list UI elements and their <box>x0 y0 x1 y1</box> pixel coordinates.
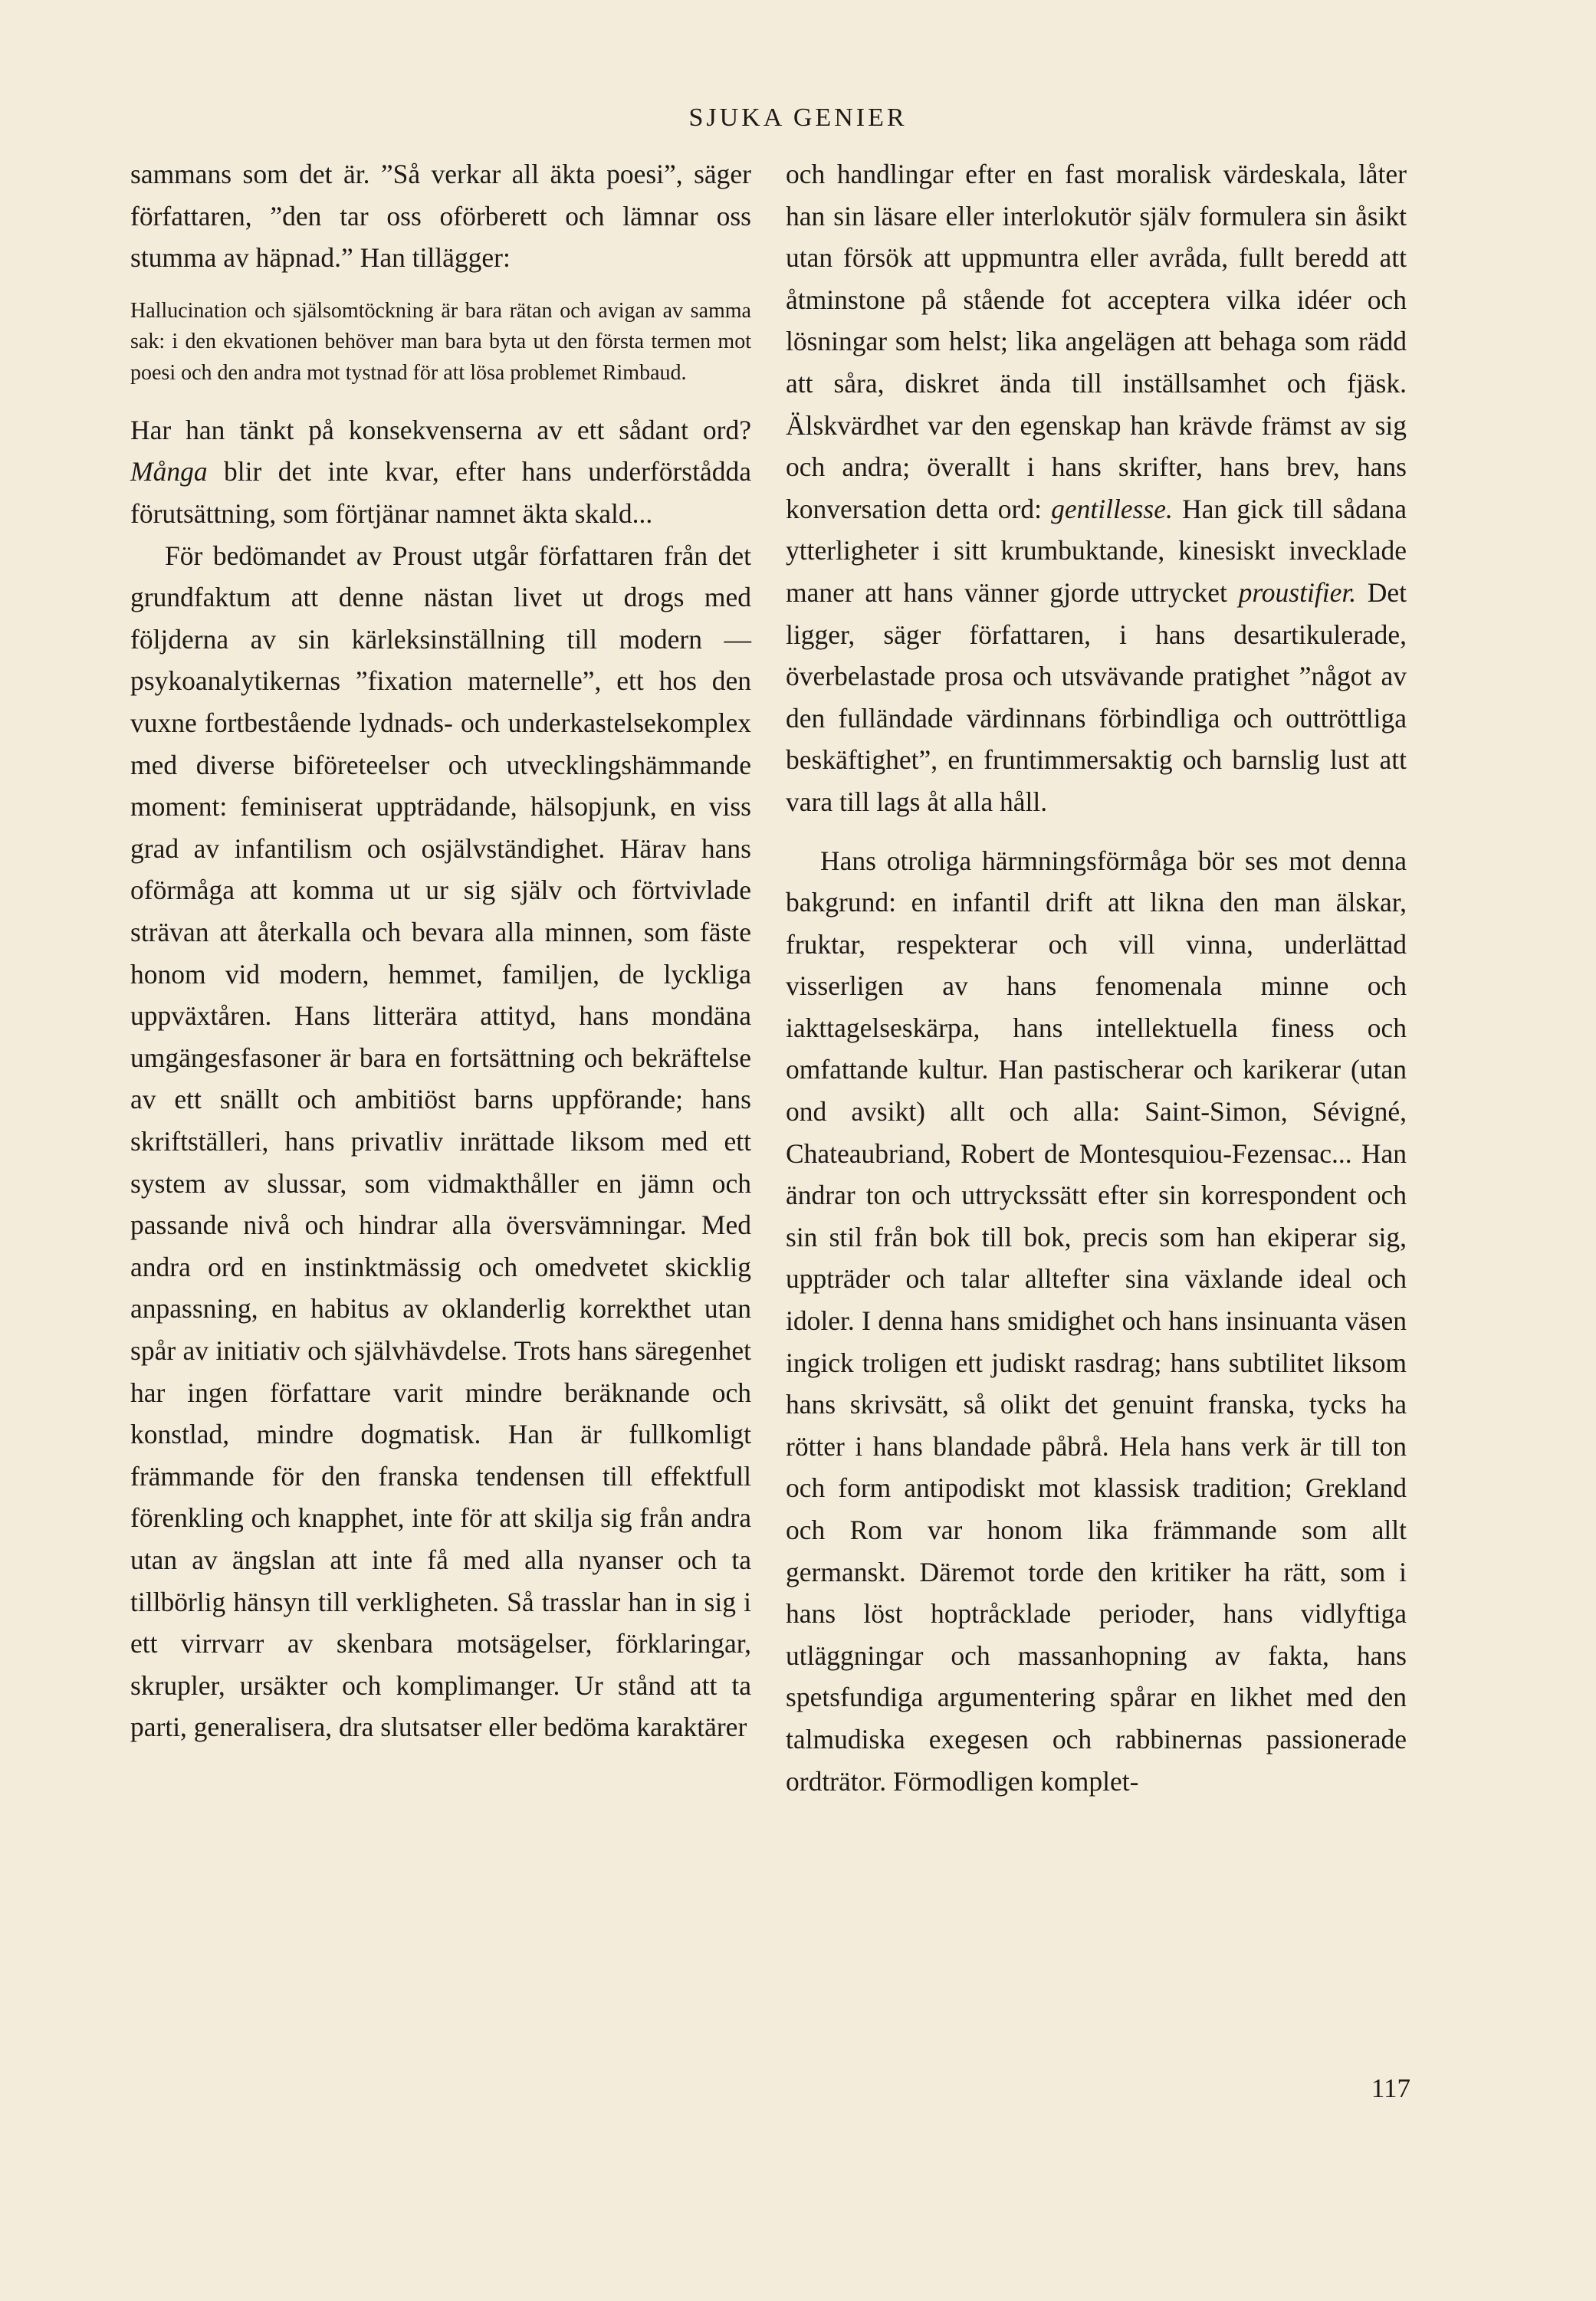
page-number: 117 <box>1371 2073 1410 2103</box>
text-run: Det ligger, säger författaren, i hans desartikulerade, överbelastade prosa och utsvävande pratighet ”något av den fulländade värdinnans förbindliga och outtröttliga beskäftighet”, en fruntimmersaktig och barnslig lust att vara till lags åt alla håll. <box>786 576 1407 817</box>
paragraph: sammans som det är. ”Så verkar all äkta poesi”, säger författaren, ”den tar oss oförberett och lämnar oss stumma av häpnad.” Han tillägger: <box>130 159 751 274</box>
right-column <box>786 153 1407 1802</box>
paragraph <box>786 153 1407 823</box>
text-run: Har han tänkt på konsekvenserna av ett sådant ord? <box>130 414 751 445</box>
paragraph: Hans otroliga härmningsförmåga bör ses mot denna bakgrund: en infantil drift att likna den man älskar, fruktar, respekterar och vill vinna, underlättad visserligen av hans fenomenala minne och iakttagelseskärpa, hans intellektuella finess och omfattande kultur. Han pastischerar och karikerar (utan ond avsikt) allt och alla: Saint-Simon, Sévigné, Chateaubriand, Robert de Montesquiou-Fezensac... Han ändrar ton och uttryckssätt efter sin korrespondent och sin stil från bok till bok, precis som han ekiperar sig, uppträder och talar alltefter sina växlande ideal och idoler. I denna hans smidighet och hans insinuanta väsen ingick troligen ett judiskt rasdrag; hans subtilitet liksom hans skrivsätt, så olikt det genuint franska, tycks ha rötter i hans blandade påbrå. Hela hans verk är till ton och form antipodiskt mot klassisk tradition; Grekland och Rom var honom lika främmande som allt germanskt. Däremot torde den kritiker ha rätt, som i hans löst hoptråcklade perioder, hans vidlyftiga utläggningar och massanhopning av fakta, hans spetsfundiga argumentering spårar en likhet med den talmudiska exegesen och rabbinernas passionerade ordträtor. Förmodligen komplet- <box>786 845 1407 1797</box>
text-run: Han gick till sådana ytterligheter i sitt krumbuktande, kinesiskt invecklade maner att hans vänner gjorde uttrycket <box>786 493 1407 608</box>
running-head: SJUKA GENIER <box>688 103 908 132</box>
italic-text: proustifier. <box>1238 576 1357 608</box>
paragraph: För bedömandet av Proust utgår författaren från det grundfaktum att denne nästan livet ut drogs med följderna av sin kärleksinställning till modern — psykoanalytikernas ”fixation maternelle”, ett hos den vuxne fortbestående lydnads- och underkastelsekomplex med diverse biföreteelser och utvecklingshämmande moment: feminiserat uppträdande, hälsopjunk, en viss grad av infantilism och osjälvständighet. Härav hans oförmåga att komma ut ur sig själv och förtvivlade strävan att återkalla och bevara alla minnen, som fäste honom vid modern, hemmet, familjen, de lyckliga uppväxtåren. Hans litterära attityd, hans mondäna umgängesfasoner är bara en fortsättning och bekräftelse av ett snällt och ambitiöst barns uppförande; hans skriftställeri, hans privatliv inrättade liksom med ett system av slussar, som vidmakthåller en jämn och passande nivå och hindrar alla översvämningar. Med andra ord en instinktmässig och omedvetet skicklig anpassning, en habitus av oklanderlig korrekthet utan spår av initiativ och självhävdelse. Trots hans säregenhet har ingen författare varit mindre beräknande och konstlad, mindre dogmatisk. Han är fullkomligt främmande för den franska tendensen till effektfull förenkling och knapphet, inte för att skilja sig från andra utan av ängslan att inte få med alla nyanser och ta tillbörlig hänsyn till verkligheten. Så trasslar han in sig i ett virrvarr av skenbara motsägelser, förklaringar, skrupler, ursäkter och komplimanger. Ur stånd att ta parti, generalisera, dra slutsatser eller bedöma karaktärer <box>130 540 751 1743</box>
left-column <box>130 153 751 1748</box>
paragraph <box>130 409 751 535</box>
block-quote: Hallucination och själsomtöckning är bara rätan och avigan av samma sak: i den ekvationen behöver man bara byta ut den första termen mot poesi och den andra mot tystnad för att lösa problemet Rimbaud. <box>130 298 751 386</box>
text-run: blir det inte kvar, efter hans underförstådda förutsättning, som förtjänar namnet äkta skald... <box>130 456 751 530</box>
italic-text: gentillesse. <box>1051 493 1173 524</box>
italic-text: Många <box>130 456 208 487</box>
text-run: och handlingar efter en fast moralisk värdeskala, låter han sin läsare eller interlokutör själv formulera sin åsikt utan försök att uppmuntra eller avråda, fullt beredd att åtminstone på stående fot acceptera vilka idéer och lösningar som helst; lika angelägen att behaga som rädd att såra, diskret ända till inställsamhet och fjäsk. Älskvärdhet var den egenskap han krävde främst av sig och andra; överallt i hans skrifter, hans brev, hans konversation detta ord: <box>786 159 1407 524</box>
